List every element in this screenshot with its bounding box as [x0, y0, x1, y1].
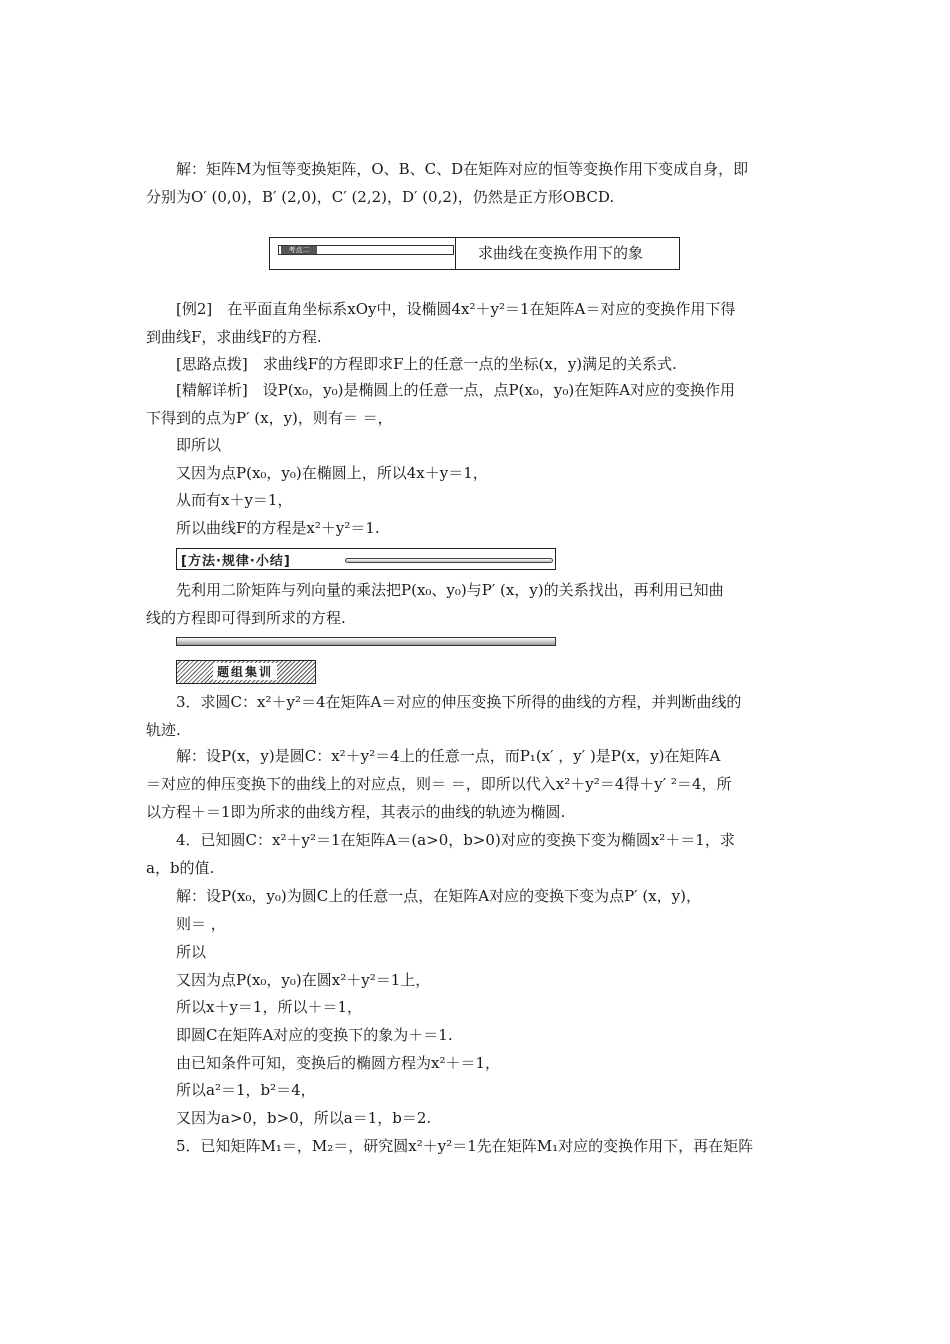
example2-detail1: [精解详析] 设P(x₀，y₀)是椭圆上的任意一点，点P(x₀，y₀)在矩阵A对应的变换作用: [176, 381, 736, 399]
q3-solution2: ＝对应的伸压变换下的曲线上的对应点，则＝ ＝，即所以代入x²＋y²＝4得＋y′ ²＝4，所: [146, 775, 732, 793]
q4-line1: 4．已知圆C：x²＋y²＝1在矩阵A＝(a>0，b>0)对应的变换下变为椭圆x²＋＝1，求: [176, 831, 735, 849]
q4-line2: a，b的值.: [146, 859, 215, 877]
method-bar: [345, 558, 553, 563]
section-header: [269, 237, 680, 270]
q5-line1: 5．已知矩阵M₁＝，M₂＝，研究圆x²＋y²＝1先在矩阵M₁对应的变换作用下，再在矩阵: [176, 1137, 754, 1155]
example2-line2: 到曲线F，求曲线F的方程.: [146, 328, 322, 346]
section-divider: [455, 238, 456, 269]
solution-prev-line1: 解：矩阵M为恒等变换矩阵，O、B、C、D在矩阵对应的恒等变换作用下变成自身，即: [176, 160, 749, 178]
q3-line1: 3．求圆C：x²＋y²＝4在矩阵A＝对应的伸压变换下所得的曲线的方程，并判断曲线的: [176, 693, 742, 711]
example2-line1: [例2] 在平面直角坐标系xOy中，设椭圆4x²＋y²＝1在矩阵A＝对应的变换作用下得: [176, 300, 736, 318]
method-end-bar: [176, 637, 556, 646]
q4-solution9: 又因为a>0，b>0，所以a＝1，b＝2.: [176, 1109, 432, 1127]
example2-detail2: 下得到的点为P′ (x，y)，则有＝ ＝，: [146, 409, 393, 427]
section-title: 求曲线在变换作用下的象: [478, 244, 644, 262]
q4-solution4: 又因为点P(x₀，y₀)在圆x²＋y²＝1上，: [176, 971, 431, 989]
solution-prev-line2: 分别为O′ (0,0)，B′ (2,0)，C′ (2,2)，D′ (0,2)，仍然是正方形OBCD.: [146, 188, 615, 206]
method-line2: 线的方程即可得到所求的方程.: [146, 609, 346, 627]
practice-header: [176, 660, 316, 684]
section-tag: 考点二: [281, 246, 317, 254]
example2-hint: [思路点拨] 求曲线F的方程即求F上的任意一点的坐标(x，y)满足的关系式.: [176, 355, 677, 373]
example2-step3: 从而有x＋y＝1，: [176, 491, 293, 509]
q4-solution8: 所以a²＝1，b²＝4，: [176, 1081, 316, 1099]
example2-step2: 又因为点P(x₀，y₀)在椭圆上，所以4x＋y＝1，: [176, 464, 488, 482]
q3-solution3: 以方程＋＝1即为所求的曲线方程，其表示的曲线的轨迹为椭圆.: [146, 803, 566, 821]
method-line1: 先利用二阶矩阵与列向量的乘法把P(x₀、y₀)与P′ (x，y)的关系找出，再利用已知曲: [176, 581, 724, 599]
example2-step1: 即所以: [176, 436, 222, 454]
q4-solution6: 即圆C在矩阵A对应的变换下的象为＋＝1.: [176, 1026, 453, 1044]
practice-label: 题组集训: [213, 663, 277, 680]
q4-solution1: 解：设P(x₀，y₀)为圆C上的任意一点，在矩阵A对应的变换下变为点P′ (x，y)，: [176, 887, 701, 905]
section-tag-bar: [278, 245, 454, 255]
q3-line2: 轨迹.: [146, 721, 181, 739]
q3-solution1: 解：设P(x，y)是圆C：x²＋y²＝4上的任意一点，而P₁(x′ ，y′ )是P(x，y)在矩阵A: [176, 747, 721, 765]
q4-solution5: 所以x＋y＝1，所以＋＝1，: [176, 998, 363, 1016]
q4-solution2: 则＝ ，: [176, 915, 226, 933]
method-title: [方法·规律·小结]: [181, 554, 291, 569]
q4-solution7: 由已知条件可知，变换后的椭圆方程为x²＋＝1，: [176, 1054, 501, 1072]
method-header: [176, 548, 556, 570]
q4-solution3: 所以: [176, 943, 207, 961]
example2-step4: 所以曲线F的方程是x²＋y²＝1.: [176, 519, 380, 537]
